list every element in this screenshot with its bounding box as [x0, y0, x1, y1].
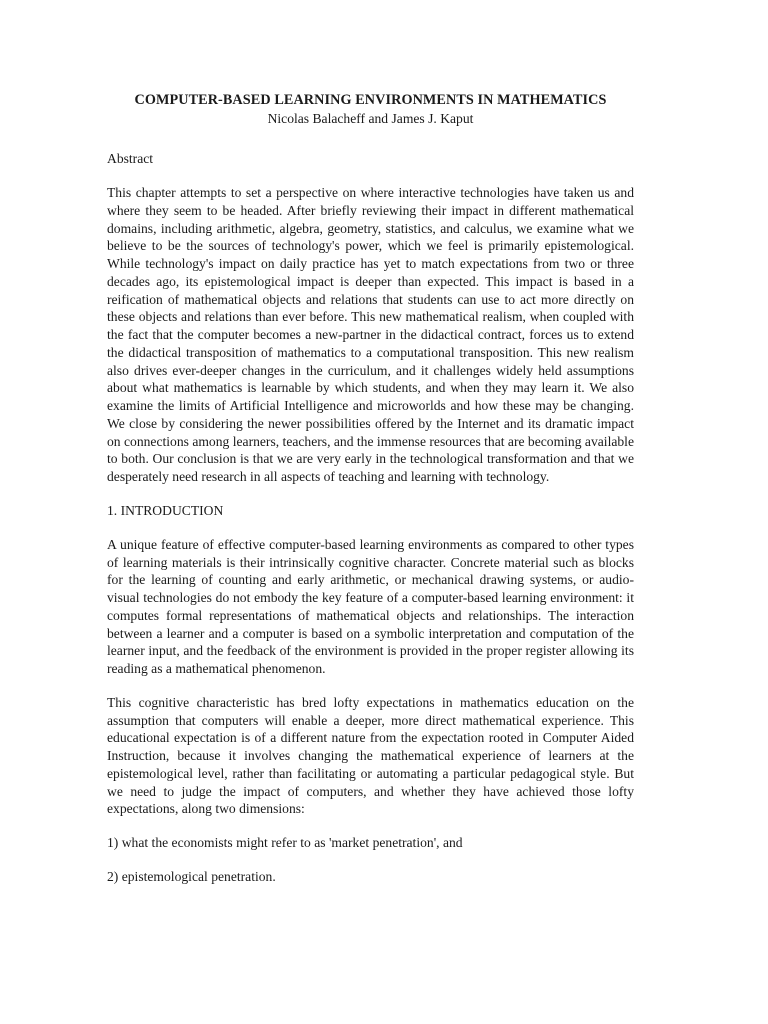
abstract-heading: Abstract	[107, 151, 154, 166]
abstract-paragraph: This chapter attempts to set a perspective on where interactive technologies have taken us and where they seem to be headed. After briefly reviewing their impact in different mathematical domains, including arithmetic, algebra, geometry, statistics, and calculus, we examine what we believe to be the sources of technology's power, which we feel is primarily epistemological. While technology's impact on daily practice has yet to match expectations from two or three decades ago, its epistemological impact is deeper than expected. This impact is based in a reification of mathematical objects and relations that students can use to act more directly on these objects and relations than ever before. This new mathematical realism, when coupled with the fact that the computer becomes a new-partner in the didactical contract, forces us to extend the didactical transposition of mathematics to a computational transposition. This new realism also drives ever-deeper changes in the curriculum, and it challenges widely held assumptions about what mathematics is learnable by which students, and when they may learn it. We also examine the limits of Artificial Intelligence and microworlds and how these may be changing. We close by considering the newer possibilities offered by the Internet and its dramatic impact on connections among learners, teachers, and the immense resources that are becoming available to both. Our conclusion is that we are very early in the technological transformation and that we desperately need research in all aspects of teaching and learning with technology.	[107, 185, 634, 484]
section-heading-introduction: 1. INTRODUCTION	[107, 502, 224, 518]
list-item-epistemological-penetration: 2) epistemological penetration.	[107, 868, 276, 884]
paper-page	[107, 90, 634, 886]
paper-authors: Nicolas Balacheff and James J. Kaput	[267, 111, 474, 126]
list-item-market-penetration: 1) what the economists might refer to as 'market penetration', and	[107, 835, 463, 850]
introduction-paragraph-2: This cognitive characteristic has bred lofty expectations in mathematics education on the assumption that computers will enable a deeper, more direct mathematical experience. This educational expectation is of a different nature from the expectation rooted in Computer Aided Instruction, because it involves changing the mathematical experience of learners at the epistemological level, rather than facilitating or automating a particular pedagogical style. But we need to judge the impact of computers, and whether they have achieved those lofty expectations, along two dimensions:	[107, 694, 634, 817]
introduction-paragraph-1: A unique feature of effective computer-based learning environments as compared to other types of learning materials is their intrinsically cognitive character. Concrete material such as blocks for the learning of counting and early arithmetic, or mechanical drawing systems, or audio-visual technologies do not embody the key feature of a computer-based learning environment: it computes formal representations of mathematical objects and relationships. The interaction between a learner and a computer is based on a symbolic interpretation and computation of the learner input, and the feedback of the environment is provided in the proper register allowing its reading as a mathematical phenomenon.	[107, 536, 634, 676]
paper-title: COMPUTER-BASED LEARNING ENVIRONMENTS IN MATHEMATICS	[134, 92, 607, 108]
